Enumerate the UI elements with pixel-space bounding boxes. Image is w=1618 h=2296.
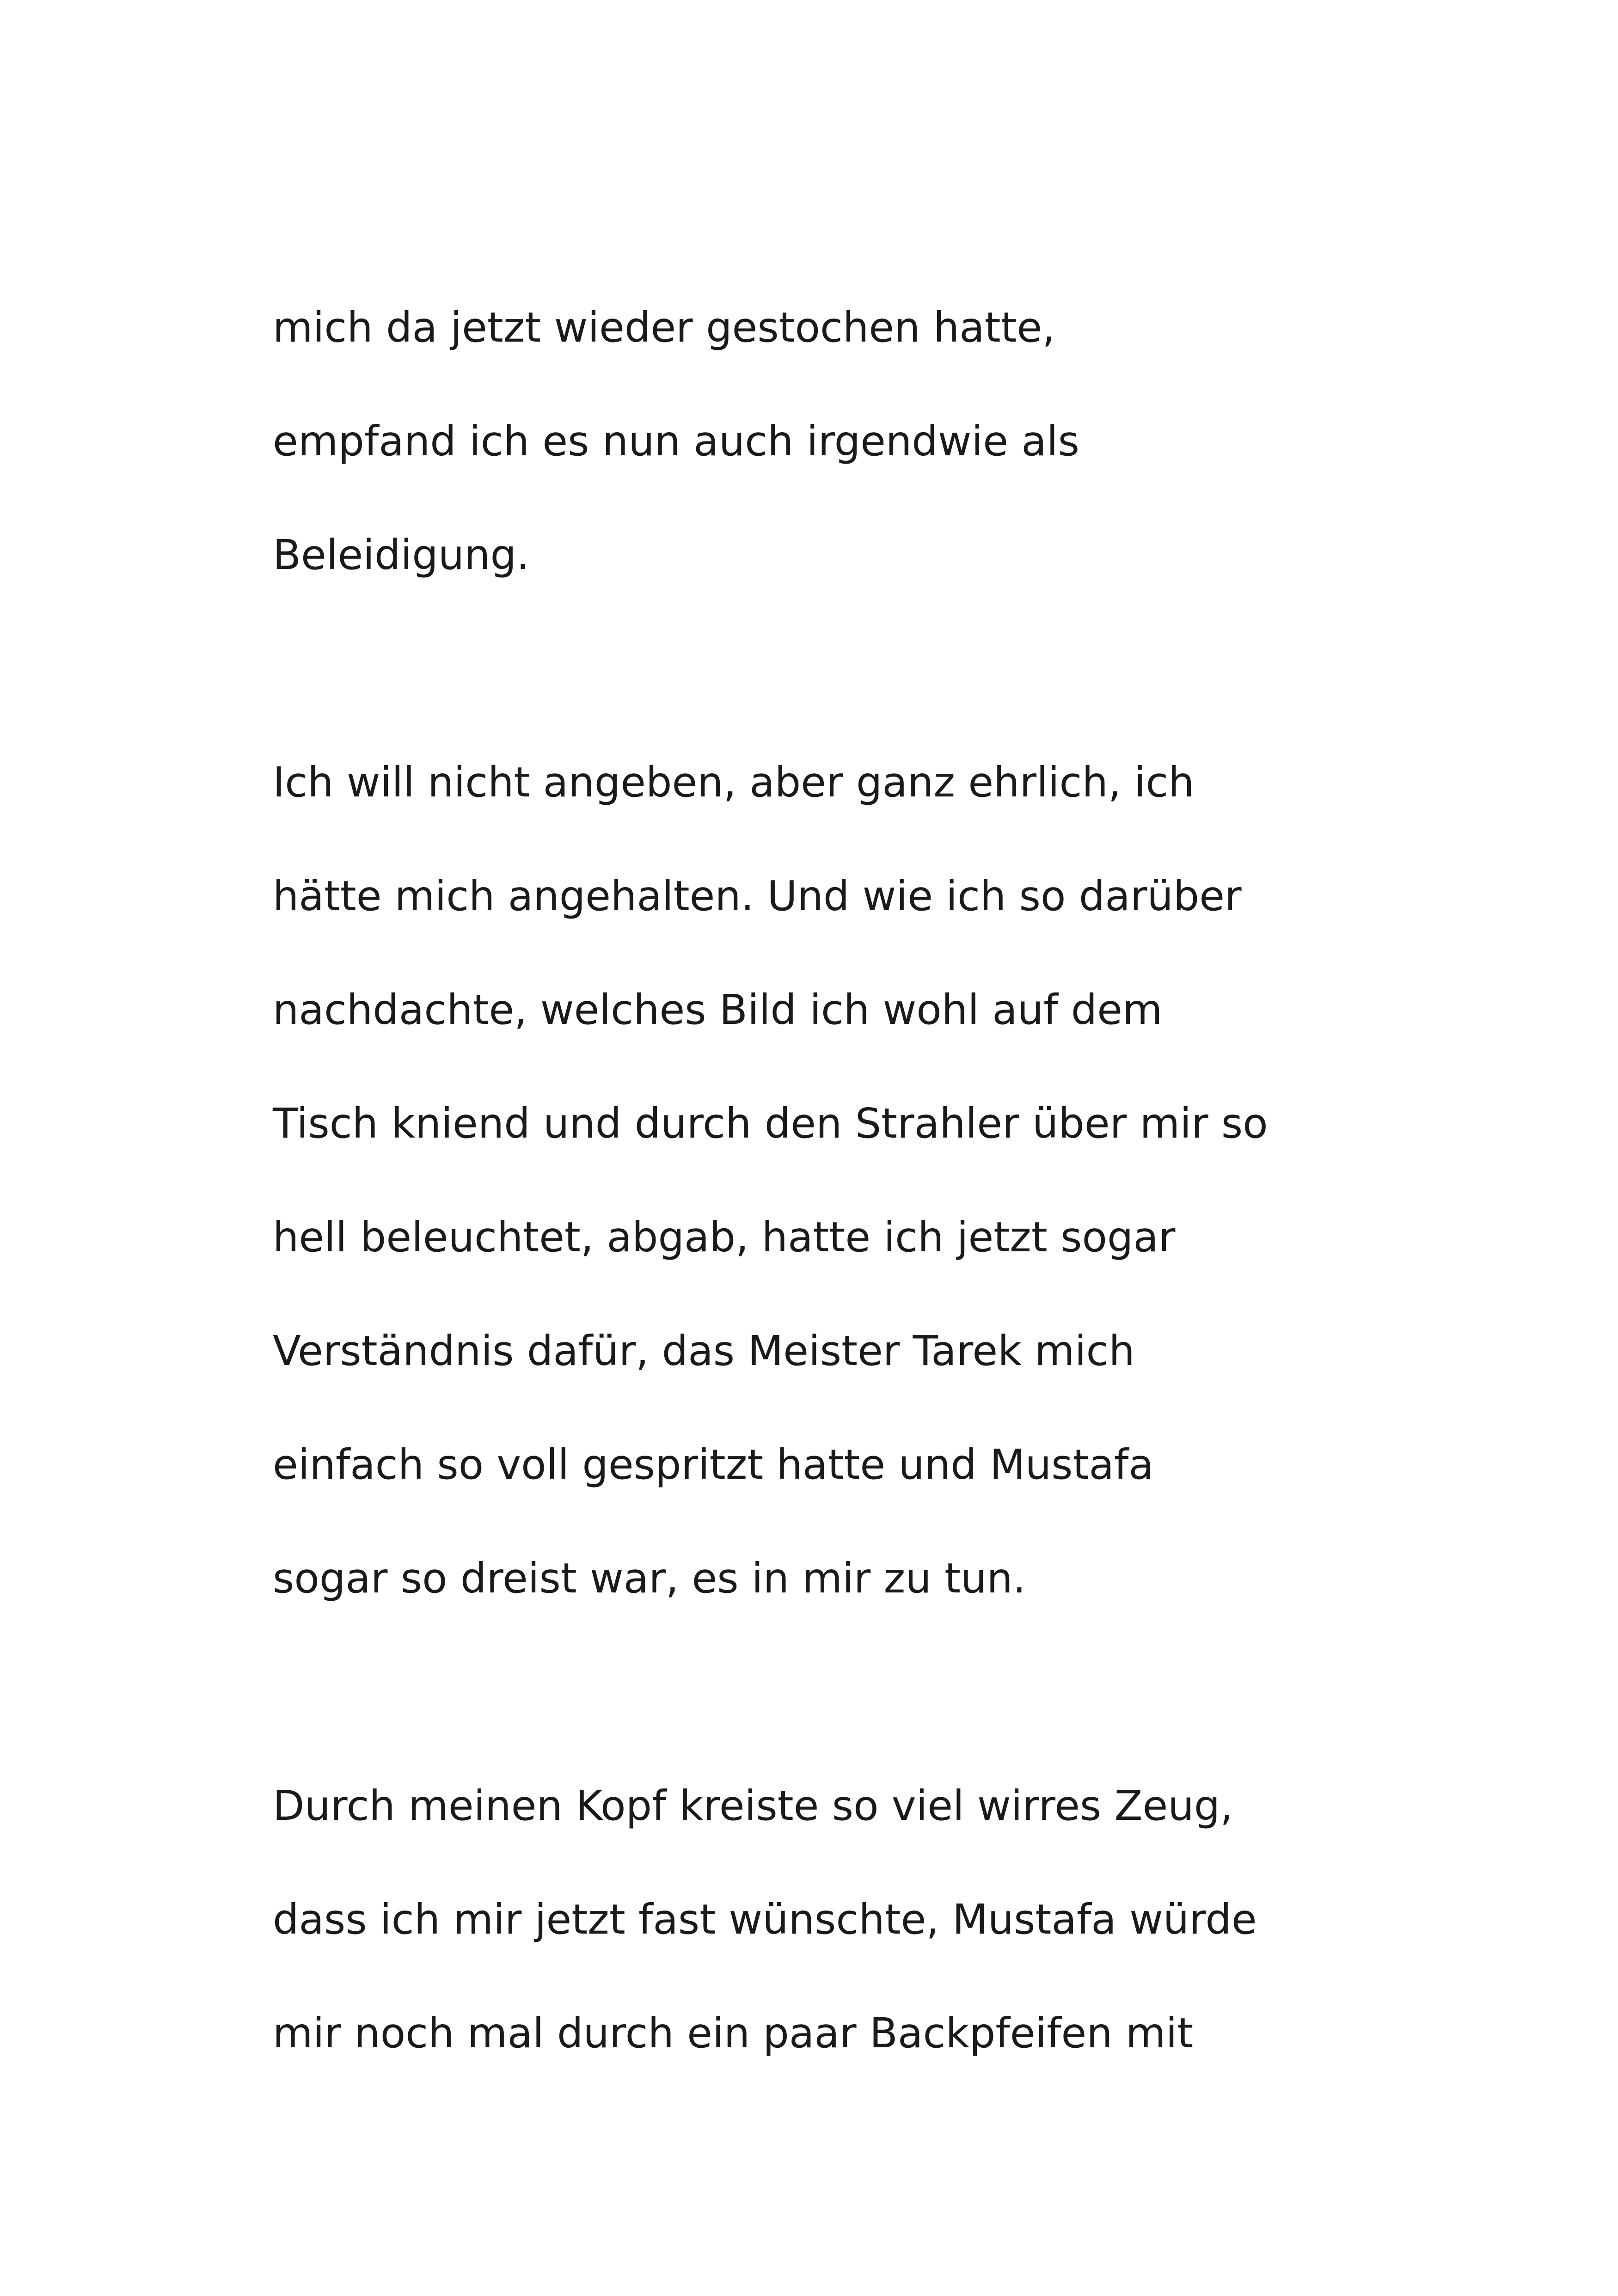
text-line: empfand ich es nun auch irgendwie als	[273, 417, 1079, 465]
body-text	[273, 270, 1428, 2204]
text-line: einfach so voll gespritzt hatte und Mustafa	[273, 1440, 1154, 1488]
text-line: sogar so dreist war, es in mir zu tun.	[273, 1554, 1026, 1602]
text-line: dass ich mir jetzt fast wünschte, Mustafa würde	[273, 1895, 1257, 1943]
text-line: Tisch kniend und durch den Strahler über mir so	[273, 1099, 1268, 1147]
text-line: mich da jetzt wieder gestochen hatte,	[273, 303, 1055, 351]
text-line: nachdachte, welches Bild ich wohl auf dem	[273, 986, 1163, 1034]
paragraph-3	[273, 1749, 1428, 2090]
text-line: hätte mich angehalten. Und wie ich so darüber	[273, 872, 1242, 920]
text-line: Verständnis dafür, das Meister Tarek mich	[273, 1327, 1135, 1375]
paragraph-2	[273, 725, 1428, 1635]
text-line: hell beleuchtet, abgab, hatte ich jetzt sogar	[273, 1213, 1176, 1261]
text-line: mir noch mal durch ein paar Backpfeifen mit	[273, 2009, 1194, 2057]
text-line: Durch meinen Kopf kreiste so viel wirres Zeug,	[273, 1782, 1233, 1830]
text-line: Beleidigung.	[273, 531, 530, 579]
text-line: Ich will nicht angeben, aber ganz ehrlich, ich	[273, 758, 1195, 806]
paragraph-1	[273, 270, 1428, 612]
